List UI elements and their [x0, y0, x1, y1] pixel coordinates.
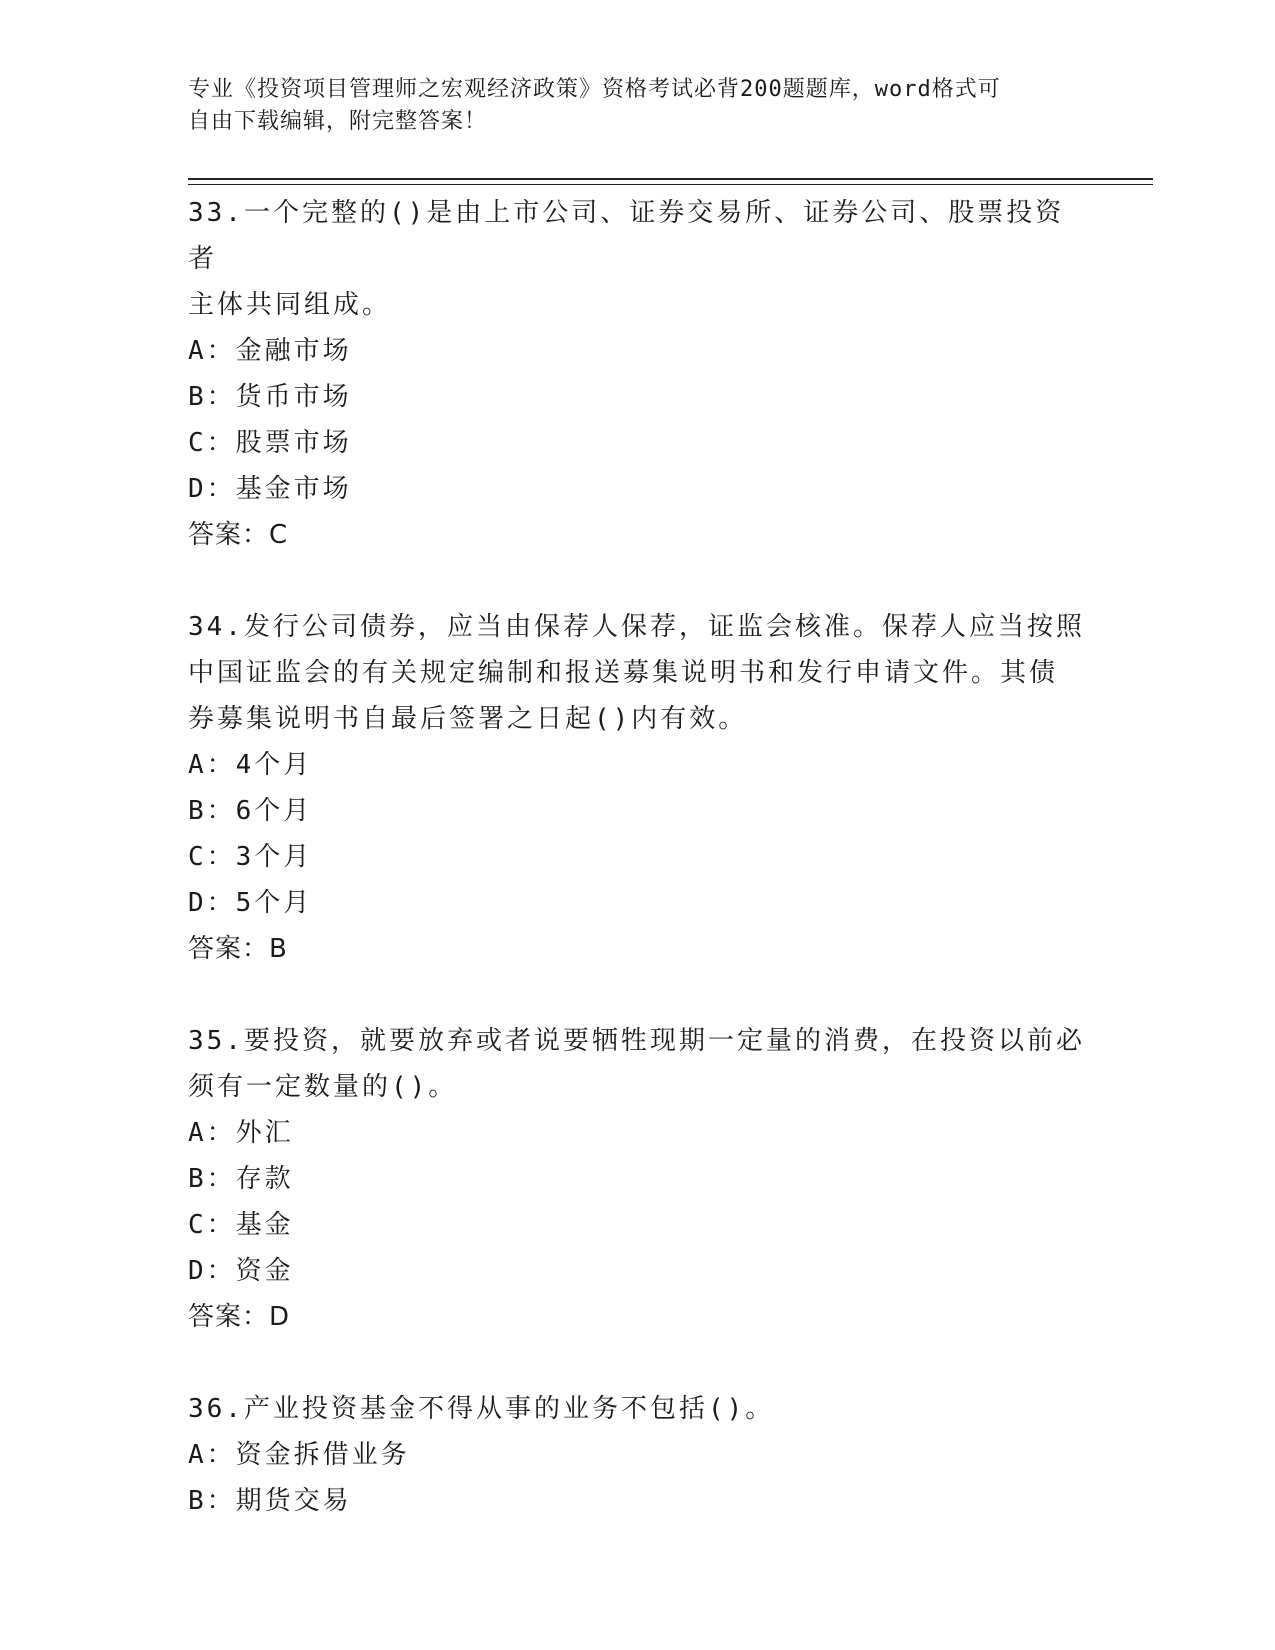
option-d: D：基金市场	[188, 474, 352, 504]
option-a: A：外汇	[188, 1118, 294, 1148]
question-list	[188, 190, 1088, 1524]
option-d: D：资金	[188, 1256, 294, 1286]
answer: 答案：D	[188, 1302, 291, 1332]
spacer	[188, 558, 1088, 604]
question-text-line: 券募集说明书自最后签署之日起()内有效。	[188, 704, 748, 734]
option-a: A：资金拆借业务	[188, 1440, 410, 1470]
question-text-line: 36.产业投资基金不得从事的业务不包括()。	[188, 1394, 775, 1424]
header-divider-thick	[188, 178, 1153, 180]
document-header	[188, 74, 1088, 138]
option-a: A：4个月	[188, 750, 313, 780]
answer: 答案：C	[188, 520, 289, 550]
question-34	[188, 604, 1088, 972]
question-33	[188, 190, 1088, 558]
question-text-line: 主体共同组成。	[188, 290, 392, 320]
question-text-line: 须有一定数量的()。	[188, 1072, 458, 1102]
option-b: B：货币市场	[188, 382, 352, 412]
question-text-line: 33.一个完整的()是由上市公司、证券交易所、证券公司、股票投资者	[188, 198, 1065, 274]
header-line-1: 专业《投资项目管理师之宏观经济政策》资格考试必背200题题库，word格式可	[188, 77, 1001, 102]
header-line-2: 自由下载编辑，附完整答案！	[188, 109, 488, 134]
spacer	[188, 1340, 1088, 1386]
option-d: D：5个月	[188, 888, 313, 918]
option-a: A：金融市场	[188, 336, 352, 366]
answer: 答案：B	[188, 934, 288, 964]
question-text-line: 35.要投资，就要放弃或者说要牺牲现期一定量的消费，在投资以前必	[188, 1026, 1085, 1056]
question-35	[188, 1018, 1088, 1340]
option-c: C：股票市场	[188, 428, 352, 458]
option-b: B：6个月	[188, 796, 313, 826]
option-c: C：基金	[188, 1210, 294, 1240]
question-text-line: 34.发行公司债券，应当由保荐人保荐，证监会核准。保荐人应当按照	[188, 612, 1085, 642]
question-36	[188, 1386, 1088, 1524]
option-b: B：存款	[188, 1164, 294, 1194]
question-text-line: 中国证监会的有关规定编制和报送募集说明书和发行申请文件。其债	[188, 658, 1059, 688]
spacer	[188, 972, 1088, 1018]
header-divider-thin	[188, 184, 1153, 185]
option-b: B：期货交易	[188, 1486, 352, 1516]
option-c: C：3个月	[188, 842, 313, 872]
